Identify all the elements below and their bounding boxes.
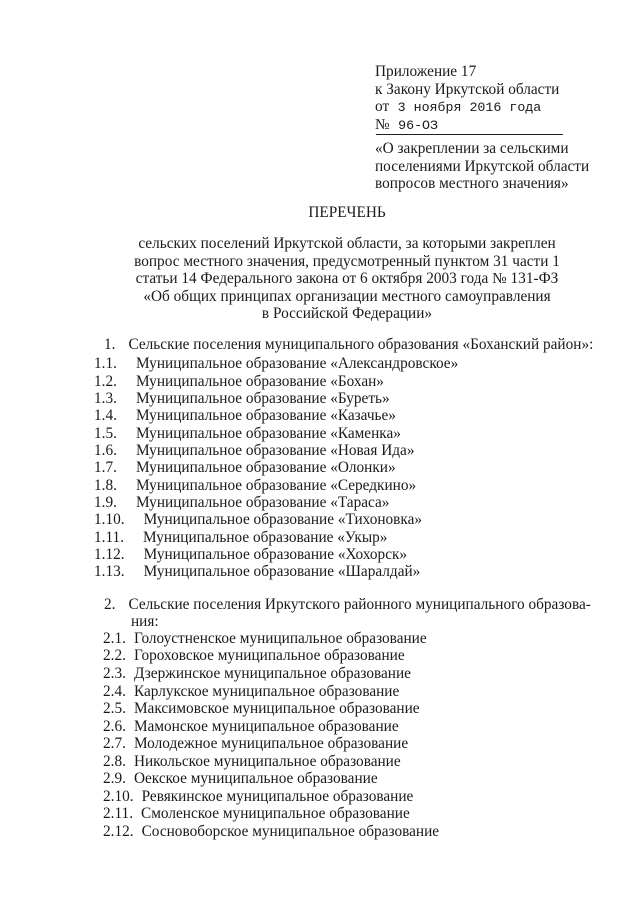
list-item-text: Муниципальное образование «Тараса»: [135, 493, 390, 511]
number-sign: №: [375, 115, 390, 133]
document-intro: [100, 235, 594, 323]
list-item: [0, 477, 640, 494]
list-item-text: Муниципальное образование «Тихоновка»: [143, 511, 423, 529]
list-item-number: 2.6.: [103, 717, 126, 735]
list-item: [0, 442, 640, 459]
list-item-number: 2.9.: [103, 770, 126, 788]
law-number-line: [375, 116, 615, 134]
list-item-text: Муниципальное образование «Александровское»: [135, 355, 459, 373]
list-item-text: Оекское муниципальное образование: [133, 770, 378, 788]
list-item-text: Ревякинское муниципальное образование: [141, 787, 414, 805]
law-date: 3 ноября 2016 года: [397, 100, 542, 116]
section-heading-block: [0, 336, 640, 353]
list-item-number: 1.10.: [94, 511, 125, 529]
list-item-number: 2.10.: [103, 787, 134, 805]
list-item: [0, 563, 640, 580]
list-item-number: 1.7.: [94, 459, 117, 477]
intro-line: вопрос местного значения, предусмотренный пунктом 31 части 1: [134, 252, 560, 270]
section-irkutsky: [0, 596, 640, 841]
list-item: [0, 407, 640, 424]
list-item-text: Муниципальное образование «Укыр»: [143, 528, 388, 546]
intro-line: статьи 14 Федерального закона от 6 октября 2003 года № 131-ФЗ: [135, 270, 559, 288]
list-item-number: 1.1.: [94, 355, 117, 373]
section-heading: [0, 336, 640, 353]
section-number: 2.: [104, 595, 116, 613]
list-item-number: 1.12.: [94, 545, 125, 563]
list-item: [0, 683, 640, 701]
list-item: [0, 665, 640, 683]
intro-line: сельских поселений Иркутской области, за которыми закреплен: [138, 235, 556, 252]
list-item-text: Муниципальное образование «Казачье»: [135, 407, 396, 425]
list-item: [0, 770, 640, 788]
law-subject-line: «О закреплении за сельскими: [375, 139, 569, 157]
list-item-text: Никольское муниципальное образование: [133, 752, 401, 770]
list-item-number: 2.5.: [103, 700, 126, 718]
list-item: [0, 718, 640, 736]
list-item-text: Муниципальное образование «Олонки»: [135, 459, 396, 477]
list-item: [0, 788, 640, 806]
list-item: [0, 823, 640, 841]
list-item: [0, 735, 640, 753]
list-item: [0, 647, 640, 665]
list-item-number: 2.4.: [103, 682, 126, 700]
list-item-text: Максимовское муниципальное образование: [133, 700, 420, 718]
appendix-header: [375, 63, 615, 193]
list-item-text: Муниципальное образование «Каменка»: [135, 424, 401, 442]
list-item-text: Сосновоборское муниципальное образование: [141, 822, 440, 840]
list-item-number: 1.13.: [94, 563, 125, 581]
list-item: [0, 355, 640, 372]
list-item: [0, 494, 640, 511]
list-item-number: 1.8.: [94, 476, 117, 494]
list-item-text: Мамонское муниципальное образование: [133, 717, 399, 735]
section-heading: [0, 596, 640, 613]
section-number: 1.: [104, 336, 116, 353]
intro-line: «Об общих принципах организации местного самоуправления: [143, 287, 551, 305]
intro-line: в Российской Федерации»: [261, 305, 433, 323]
list-item-number: 1.11.: [94, 528, 125, 546]
law-number: 96-ОЗ: [398, 117, 439, 133]
list-item-number: 2.12.: [103, 822, 134, 840]
list-item-number: 2.3.: [103, 664, 126, 682]
section-heading-text: Сельские поселения муниципального образования «Боханский район»:: [128, 336, 594, 353]
list-item: [0, 546, 640, 563]
law-subject-line: вопросов местного значения»: [375, 175, 569, 193]
list-item: [0, 511, 640, 528]
list-item: [0, 630, 640, 648]
section-item-list: [0, 630, 640, 841]
list-item-text: Голоустненское муниципальное образование: [133, 629, 427, 647]
section-heading-text: ния:: [131, 612, 159, 630]
list-item-text: Гороховское муниципальное образование: [133, 647, 405, 665]
list-item: [0, 805, 640, 823]
date-prefix: от: [375, 98, 390, 116]
list-item-number: 1.4.: [94, 407, 117, 425]
list-item: [0, 373, 640, 390]
list-item-text: Муниципальное образование «Шаралдай»: [143, 563, 421, 581]
list-item-number: 2.11.: [103, 805, 134, 823]
list-item-number: 2.8.: [103, 752, 126, 770]
law-subject-line: поселениями Иркутской области: [375, 157, 590, 175]
list-item-text: Карлукское муниципальное образование: [133, 682, 400, 700]
list-item-text: Смоленское муниципальное образование: [141, 805, 410, 823]
section-heading-continuation: [0, 613, 640, 630]
list-item-text: Муниципальное образование «Середкино»: [135, 476, 417, 494]
list-item-number: 2.7.: [103, 735, 126, 753]
list-item-text: Муниципальное образование «Новая Ида»: [135, 441, 415, 459]
section-item-list: [0, 355, 640, 580]
list-item: [0, 753, 640, 771]
list-item-number: 2.1.: [103, 629, 126, 647]
header-divider: [376, 134, 563, 135]
list-item-text: Дзержинское муниципальное образование: [133, 664, 411, 682]
list-item: [0, 425, 640, 442]
list-item-number: 1.6.: [94, 441, 117, 459]
list-item-number: 1.9.: [94, 493, 117, 511]
list-item-text: Молодежное муниципальное образование: [133, 735, 409, 753]
list-item: [0, 529, 640, 546]
list-item-number: 1.5.: [94, 424, 117, 442]
document-title: ПЕРЕЧЕНЬ: [308, 204, 386, 221]
list-item-text: Муниципальное образование «Буреть»: [135, 389, 390, 407]
list-item-text: Муниципальное образование «Бохан»: [135, 372, 384, 390]
law-date-line: [375, 98, 615, 116]
list-item-number: 1.2.: [94, 372, 117, 390]
list-item-text: Муниципальное образование «Хохорск»: [143, 545, 408, 563]
list-item: [0, 700, 640, 718]
section-bokhansky: [0, 336, 640, 581]
list-item-number: 2.2.: [103, 647, 126, 665]
list-item: [0, 390, 640, 407]
list-item: [0, 459, 640, 476]
appendix-number: Приложение 17: [375, 63, 477, 80]
law-reference: к Закону Иркутской области: [375, 80, 560, 98]
section-heading-text: Сельские поселения Иркутского районного муниципального образова-: [128, 595, 591, 613]
section-heading-block: [0, 596, 640, 630]
list-item-number: 1.3.: [94, 389, 117, 407]
